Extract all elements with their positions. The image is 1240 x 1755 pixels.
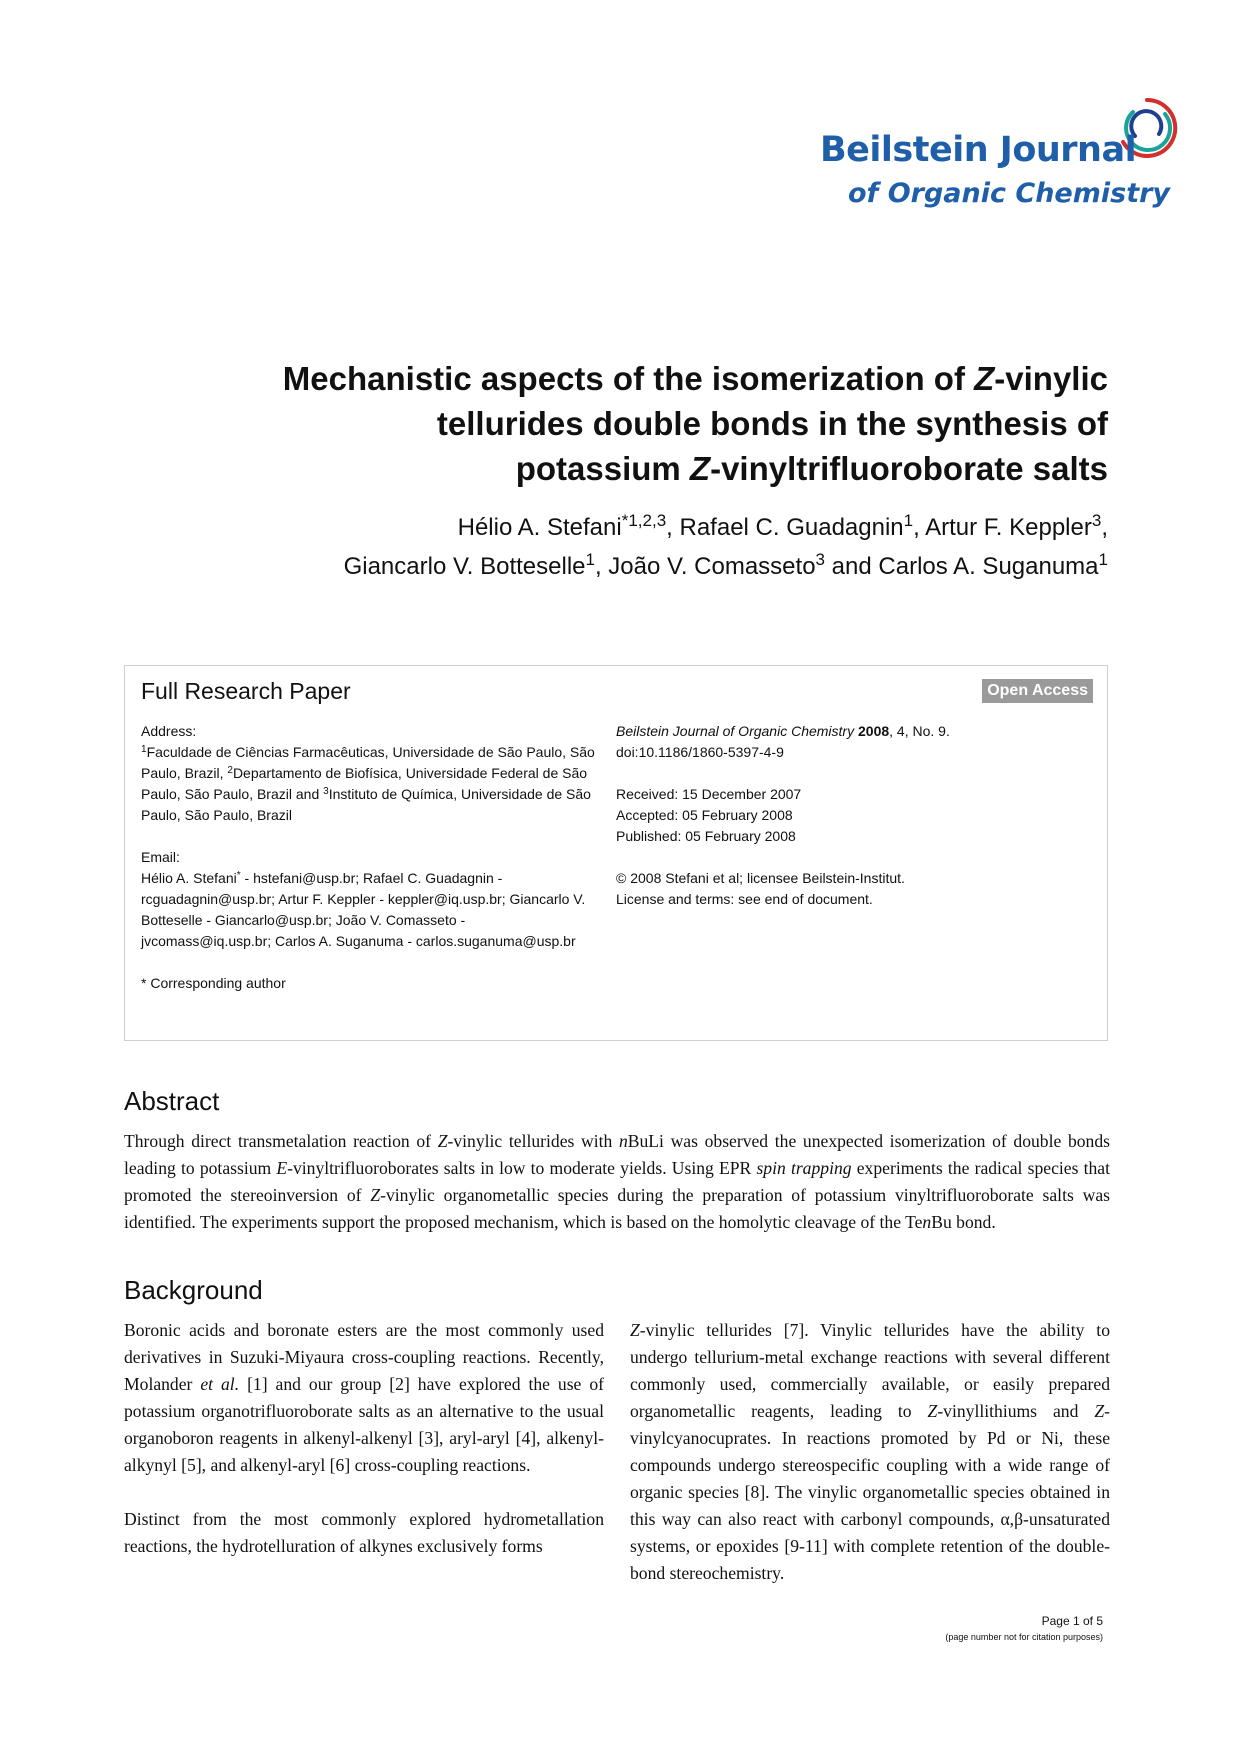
background-paragraph-1: Boronic acids and boronate esters are the most commonly used derivatives in Suzuki-Miyaura cross-coupling reactions. Recently, Molander et al. [1] and our group [2] have explored the use of potassium organotrifluoroborate salts as an alternative to the usual organoboron reagents in alkenyl-alkenyl [3], aryl-aryl [4], alkenyl-alkynyl [5], and alkenyl-aryl [6] cross-coupling reactions. — [124, 1320, 604, 1475]
article-title: Mechanistic aspects of the isomerization of Z-vinylic tellurides double bonds in the synthesis of potassium Z-vinyltrifluoroborate salts — [282, 360, 1108, 487]
corresponding-note: * Corresponding author — [141, 975, 286, 991]
open-access-badge: Open Access — [982, 679, 1093, 703]
journal-subname: of Organic Chemistry — [848, 178, 1171, 209]
abstract-text: Through direct transmetalation reaction of Z-vinylic tellurides with nBuLi was observed the unexpected isomerization of double bonds leading to potassium E-vinyltrifluoroborates salts in low to moderate yields. Using EPR spin trapping experiments the radical species that promoted the stereoinversion of Z-vinylic organometallic species during the preparation of potassium vinyltrifluoroborate salts was identified. The experiments support the proposed mechanism, which is based on the homolytic cleavage of the TenBu bond. — [124, 1131, 1110, 1232]
background-left-column — [124, 1317, 604, 1587]
background-heading: Background — [124, 1275, 263, 1305]
dates-block: Received: 15 December 2007 Accepted: 05 February 2008 Published: 05 February 2008 — [616, 786, 802, 844]
abstract-heading: Abstract — [124, 1086, 220, 1116]
license-block: © 2008 Stefani et al; licensee Beilstein-Institut. License and terms: see end of document. — [616, 870, 905, 907]
page-number-note: (page number not for citation purposes) — [945, 1632, 1103, 1642]
background-paragraph-2: Distinct from the most commonly explored hydrometallation reactions, the hydrotelluration of alkynes exclusively forms — [124, 1509, 604, 1556]
journal-logo — [820, 96, 1180, 216]
author-list: Hélio A. Stefani$^{*1,2,3}$, Rafael C. Guadagnin$^1$, Artur F. Keppler$^3$, Giancarlo V. Botteselle$^1$, João V. Comasseto$^3$ and Carlos A. Suganuma$^1$ — [343, 511, 1108, 580]
article-type: Full Research Paper — [141, 678, 351, 704]
citation-column — [616, 721, 1086, 931]
email-block: Email: Hélio A. Stefani* - hstefani@usp.br; Rafael C. Guadagnin - rcguadagnin@usp.br; Artur F. Keppler - keppler@iq.usp.br; Giancarlo V. Botteselle - Giancarlo@usp.br; João V. Comasseto - jvcomass@iq.usp.br; Carlos A. Suganuma - carlos.suganuma@usp.br — [141, 849, 586, 949]
journal-name: Beilstein Journal — [820, 130, 1137, 170]
article-info-box — [124, 665, 1108, 1041]
doi-link[interactable]: doi:10.1186/1860-5397-4-9 — [616, 744, 784, 760]
background-right-column — [630, 1317, 1110, 1614]
page-number: Page 1 of 5 — [1041, 1614, 1103, 1628]
background-paragraph-3: Z-vinylic tellurides [7]. Vinylic tellurides have the ability to undergo tellurium-metal exchange reactions with several different commonly used, commercially available, or easily prepared organometallic reagents, leading to Z-vinyllithiums and Z-vinylcyanocuprates. In reactions promoted by Pd or Ni, these compounds undergo stereospecific coupling with a wide range of organic species [8]. The vinylic organometallic species obtained in this way can also react with carbonyl compounds, α,β-unsaturated systems, or epoxides [9-11] with complete retention of the double-bond stereochemistry. — [630, 1320, 1111, 1583]
address-column — [141, 721, 596, 1015]
address-block: Address: $^1$Faculdade de Ciências Farmacêuticas, Universidade de São Paulo, São Paulo, Brazil, $^2$Departamento de Biofísica, Universidade Federal de São Paulo, São Paulo, Brazil and $^3$Instituto de Química, Universidade de São Paulo, São Paulo, Brazil — [141, 723, 595, 823]
citation-block: Beilstein Journal of Organic Chemistry 2008, 4, No. 9. doi:10.1186/1860-5397-4-9 — [616, 723, 950, 760]
